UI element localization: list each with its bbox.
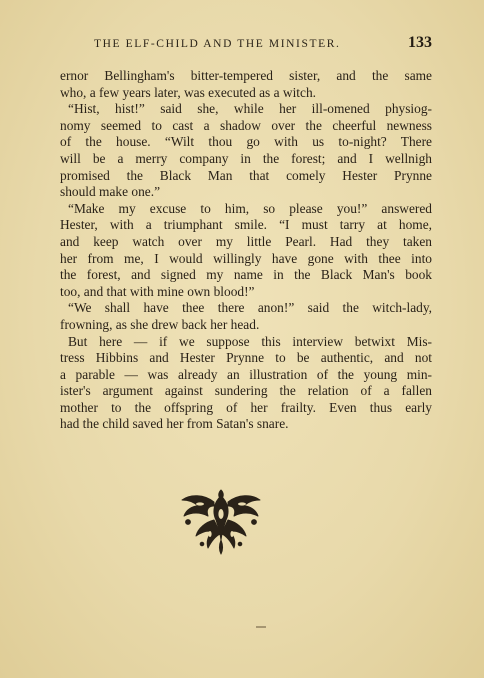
text-line: too, and that with mine own blood!”: [60, 283, 255, 299]
body-text: [60, 68, 432, 433]
page-header: [60, 36, 432, 56]
text-line: ernor Bellingham's bitter-tempered sister, and the same: [60, 68, 432, 83]
text-line: “We shall have thee there anon!” said the witch-lady,: [68, 300, 432, 316]
text-line: of the house. “Wilt thou go with us to-night? There: [60, 134, 432, 150]
text-line: “Hist, hist!” said she, while her ill-omened physiog-: [68, 101, 432, 117]
text-line: mother to the offspring of her frailty. Even thus early: [60, 399, 432, 415]
text-line: tress Hibbins and Hester Prynne to be authentic, and not: [60, 350, 432, 366]
text-line: Hester, with a triumphant smile. “I must tarry at home,: [60, 217, 432, 233]
text-line: should make one.”: [60, 184, 161, 200]
text-line: ister's argument against sundering the relation of a fallen: [60, 383, 432, 399]
text-line: the forest, and signed my name in the Black Man's book: [60, 267, 432, 283]
text-line: who, a few years later, was executed as a witch.: [60, 84, 317, 100]
text-line: promised the Black Man that comely Hester Prynne: [60, 167, 432, 183]
text-line: her from me, I would willingly have gone with thee into: [60, 250, 432, 266]
text-line: But here — if we suppose this interview betwixt Mis-: [68, 333, 432, 349]
text-line: “Make my excuse to him, so please you!” answered: [68, 200, 432, 216]
text-line: a parable — was already an illustration of the young min-: [60, 366, 432, 382]
text-line: and keep watch over my little Pearl. Had they taken: [60, 233, 432, 249]
text-line: nomy seemed to cast a shadow over the cheerful newness: [60, 117, 432, 133]
page-number: 133: [408, 34, 432, 51]
text-line: frowning, as she drew back her head.: [60, 316, 260, 332]
tailpiece-ornament-icon: [176, 488, 266, 556]
text-line: will be a merry company in the forest; and I wellnigh: [60, 150, 432, 166]
page-mark: [256, 626, 266, 628]
running-head: THE ELF-CHILD AND THE MINISTER.: [94, 38, 341, 50]
text-line: had the child saved her from Satan's snare.: [60, 416, 289, 432]
